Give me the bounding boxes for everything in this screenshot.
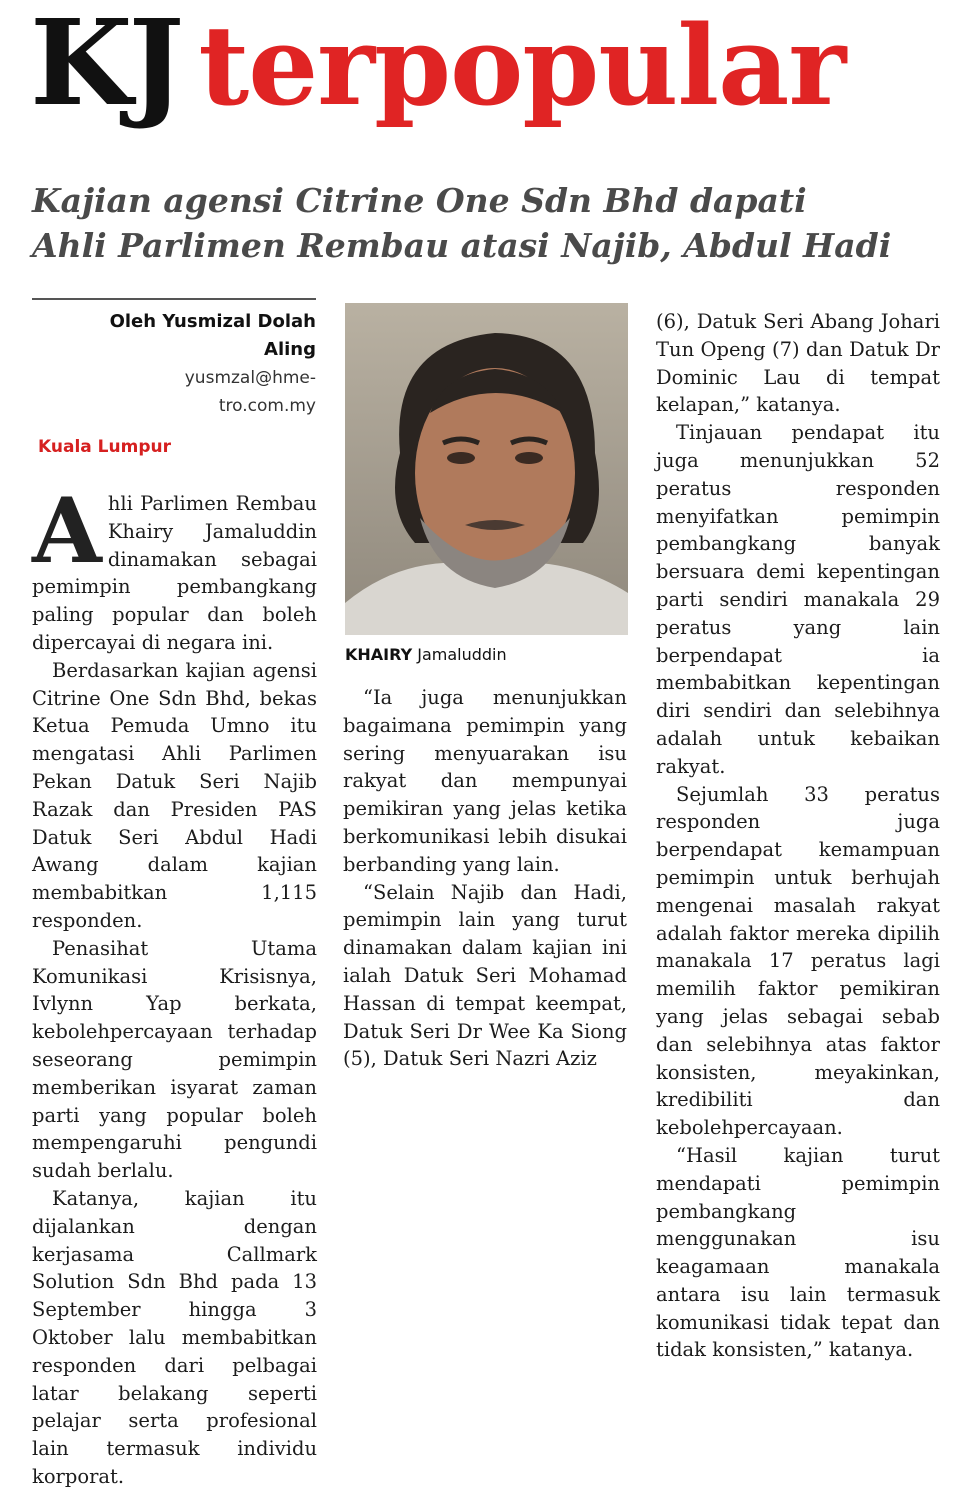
- byline-name-line1: Oleh Yusmizal Dolah: [109, 311, 316, 332]
- article-column-2: [343, 684, 627, 1073]
- caption-name-bold: KHAIRY: [345, 645, 413, 664]
- subheadline-line1: Kajian agensi Citrine One Sdn Bhd dapati: [32, 181, 807, 220]
- subheadline: [32, 178, 952, 268]
- article-column-3: [656, 308, 940, 1364]
- byline: [32, 308, 316, 420]
- headline: [30, 0, 846, 132]
- paragraph-5: “Ia juga menunjukkan bagaimana pemimpin yang sering menyuarakan isu rakyat dan mempunyai pemikiran yang jelas ketika berkomunikasi lebih disukai berbanding yang lain.: [343, 686, 627, 876]
- paragraph-8: Sejumlah 33 peratus responden juga berpendapat kemampuan pemimpin untuk berhujah mengenai masalah rakyat adalah faktor mereka dipilih manakala 17 peratus lagi memilih faktor pemikiran yang jelas sebagai sebab dan selebihnya atas faktor konsisten, meyakinkan, kredibiliti dan kebolehpercayaan.: [656, 782, 940, 1140]
- paragraph-7: Tinjauan pendapat itu juga menunjukkan 52 peratus responden menyifatkan pemimpin pembangkang banyak bersuara demi kepentingan parti sendiri manakala 29 peratus yang lain berpendapat ia membabitkan kepentingan diri sendiri dan selebihnya adalah untuk kebaikan rakyat.: [656, 421, 940, 778]
- paragraph-4: Katanya, kajian itu dijalankan dengan kerjasama Callmark Solution Sdn Bhd pada 13 September hingga 3 Oktober lalu membabitkan responden dari pelbagai latar belakang seperti pelajar serta profesional lain termasuk individu korporat.: [32, 1186, 317, 1488]
- photo-caption: [345, 645, 507, 664]
- headline-kj: KJ: [30, 0, 181, 132]
- headline-terpopular: terpopular: [198, 1, 846, 130]
- byline-email-line2: tro.com.my: [218, 396, 316, 416]
- paragraph-1: hli Parlimen Rembau Khairy Jamaluddin dinamakan sebagai pemimpin pembangkang paling popular dan boleh dipercayai di negara ini.: [32, 492, 317, 654]
- paragraph-6-continued: (6), Datuk Seri Abang Johari Tun Openg (7) dan Datuk Dr Dominic Lau di tempat kelapan,” katanya.: [656, 310, 940, 417]
- portrait-photo: [345, 303, 628, 635]
- paragraph-9: “Hasil kajian turut mendapati pemimpin pembangkang menggunakan isu keagamaan manakala antara isu lain termasuk komunikasi tidak tepat dan tidak konsisten,” katanya.: [656, 1143, 940, 1362]
- lead-paragraph: [32, 478, 317, 657]
- paragraph-6: “Selain Najib dan Hadi, pemimpin lain yang turut dinamakan dalam kajian ini ialah Datuk Seri Mohamad Hassan di tempat keempat, Datuk Seri Dr Wee Ka Siong (5), Datuk Seri Nazri Aziz: [343, 880, 627, 1071]
- subheadline-line2: Ahli Parlimen Rembau atasi Najib, Abdul Hadi: [32, 226, 892, 265]
- caption-name-rest: Jamaluddin: [412, 645, 507, 664]
- dropcap: A: [32, 478, 102, 584]
- byline-name-line2: Aling: [264, 339, 316, 360]
- dateline: Kuala Lumpur: [38, 437, 171, 457]
- paragraph-2: Berdasarkan kajian agensi Citrine One Sdn Bhd, bekas Ketua Pemuda Umno itu mengatasi Ahli Parlimen Pekan Datuk Seri Najib Razak dan Presiden PAS Datuk Seri Abdul Hadi Awang dalam kajian membabitkan 1,115 responden.: [32, 658, 317, 932]
- paragraph-3: Penasihat Utama Komunikasi Krisisnya, Ivlynn Yap berkata, kebolehpercayaan terhadap seseorang pemimpin memberikan isyarat zaman parti yang popular boleh mempengaruhi pengundi sudah berlalu.: [32, 936, 317, 1183]
- byline-email-line1: yusmzal@hme-: [184, 368, 316, 388]
- article-column-1: [32, 478, 317, 1491]
- byline-rule: [32, 298, 316, 300]
